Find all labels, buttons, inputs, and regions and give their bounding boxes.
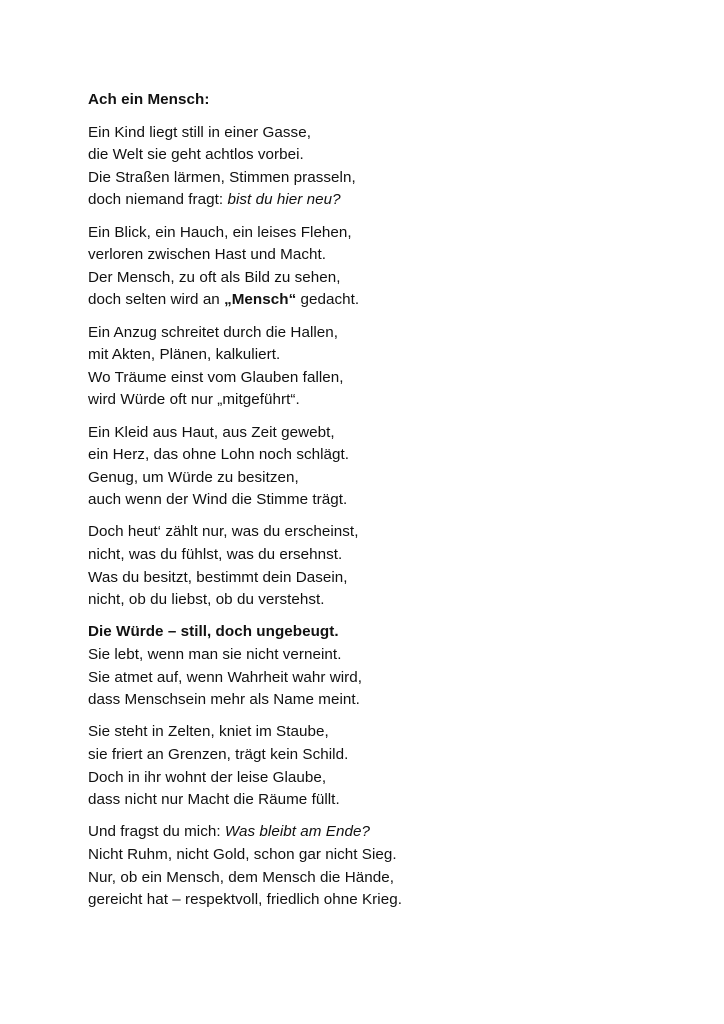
- poem-line: gereicht hat – respektvoll, friedlich ohne Krieg.: [88, 891, 402, 909]
- poem-line: Doch heut‘ zählt nur, was du erscheinst,: [88, 523, 359, 541]
- poem-line: nicht, was du fühlst, was du ersehnst.: [88, 546, 343, 564]
- emphasis-text: Was bleibt am Ende?: [224, 823, 370, 841]
- stanza: [88, 222, 688, 312]
- poem-title: Ach ein Mensch:: [88, 91, 210, 108]
- poem-line: Die Straßen lärmen, Stimmen prasseln,: [88, 168, 356, 186]
- stanza: [88, 422, 688, 512]
- stanza: [88, 821, 688, 911]
- poem-line: ein Herz, das ohne Lohn noch schlägt.: [88, 446, 350, 464]
- stanza: [88, 122, 688, 212]
- poem-line: [88, 189, 688, 212]
- poem-line: die Welt sie geht achtlos vorbei.: [88, 146, 304, 164]
- poem-line: [88, 821, 688, 844]
- poem-line: Nicht Ruhm, nicht Gold, schon gar nicht Sieg.: [88, 845, 397, 863]
- poem-line: Sie lebt, wenn man sie nicht verneint.: [88, 646, 342, 664]
- poem-line: wird Würde oft nur „mitgeführt“.: [88, 391, 300, 409]
- poem: [88, 89, 688, 921]
- poem-line: Sie atmet auf, wenn Wahrheit wahr wird,: [88, 668, 363, 686]
- bold-text: „Mensch“: [224, 291, 297, 309]
- poem-line: dass nicht nur Macht die Räume füllt.: [88, 791, 340, 809]
- poem-line: Genug, um Würde zu besitzen,: [88, 468, 299, 486]
- poem-line: Ein Anzug schreitet durch die Hallen,: [88, 323, 339, 341]
- line-segment: doch selten wird an: [88, 291, 225, 309]
- stanza: [88, 521, 688, 611]
- stanza: [88, 621, 688, 711]
- poem-line: Was du besitzt, bestimmt dein Dasein,: [88, 568, 348, 586]
- emphasis-text: bist du hier neu?: [227, 191, 341, 209]
- poem-line: nicht, ob du liebst, ob du verstehst.: [88, 591, 325, 609]
- poem-line: mit Akten, Plänen, kalkuliert.: [88, 346, 281, 364]
- poem-line: Doch in ihr wohnt der leise Glaube,: [88, 768, 327, 786]
- poem-line: Sie steht in Zelten, kniet im Staube,: [88, 723, 329, 741]
- poem-line: auch wenn der Wind die Stimme trägt.: [88, 491, 348, 509]
- poem-line: dass Menschsein mehr als Name meint.: [88, 691, 360, 709]
- stanza: [88, 322, 688, 412]
- poem-body: [88, 122, 688, 912]
- line-segment: doch niemand fragt:: [88, 191, 228, 209]
- poem-line: [88, 289, 688, 312]
- poem-line: Ein Blick, ein Hauch, ein leises Flehen,: [88, 223, 352, 241]
- poem-line: verloren zwischen Hast und Macht.: [88, 246, 327, 264]
- poem-line: Wo Träume einst vom Glauben fallen,: [88, 368, 344, 386]
- poem-line: Der Mensch, zu oft als Bild zu sehen,: [88, 268, 341, 286]
- poem-line: sie friert an Grenzen, trägt kein Schild.: [88, 746, 349, 763]
- stanza: [88, 721, 688, 811]
- poem-line: [88, 621, 688, 644]
- poem-line: Ein Kind liegt still in einer Gasse,: [88, 123, 311, 141]
- poem-line: Nur, ob ein Mensch, dem Mensch die Hände,: [88, 868, 394, 886]
- line-segment: gedacht.: [296, 291, 360, 309]
- poem-line: Ein Kleid aus Haut, aus Zeit gewebt,: [88, 423, 335, 441]
- bold-text: Die Würde – still, doch ungebeugt.: [88, 623, 339, 641]
- line-segment: Und fragst du mich:: [88, 823, 225, 841]
